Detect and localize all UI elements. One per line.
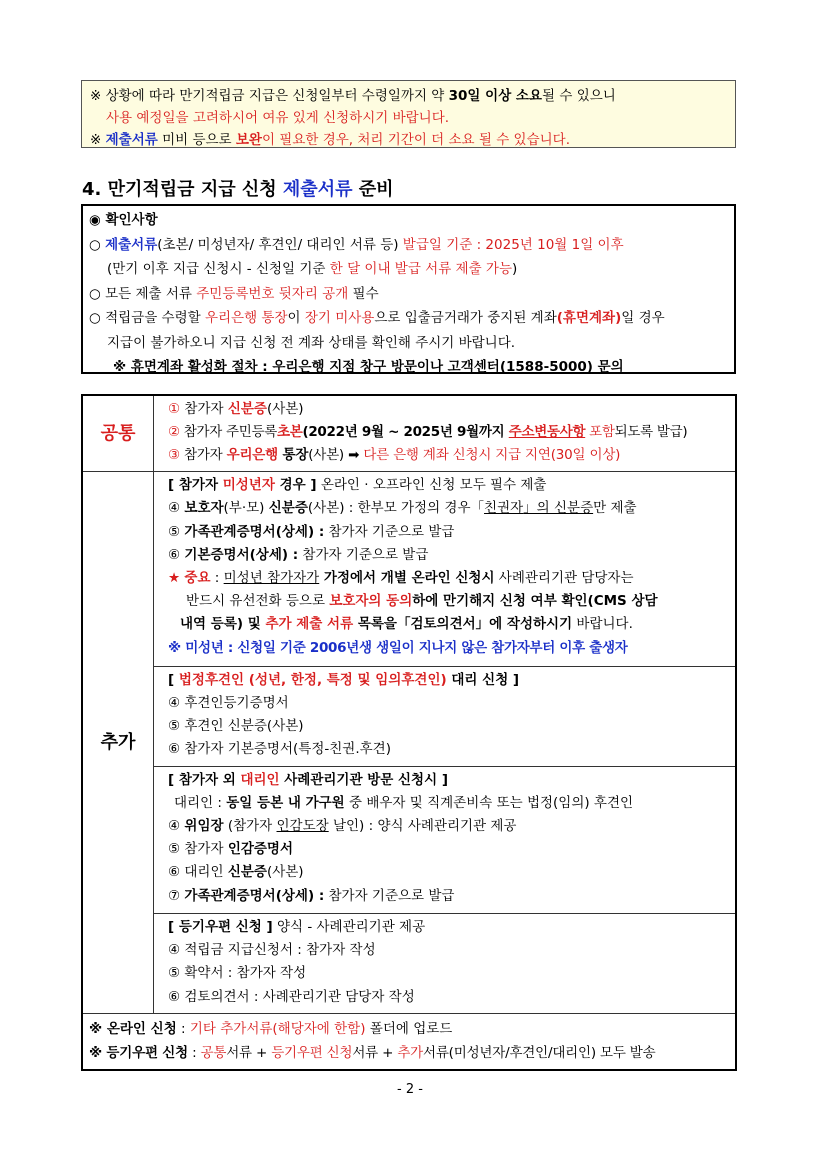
notice-line-1: ※ 상황에 따라 만기적립금 지급은 신청일부터 수령일까지 약 30일 이상 소요될 수 있으니: [90, 88, 616, 104]
circled-number-1: ①: [168, 401, 181, 417]
proxy-description: 대리인 : 동일 등본 내 가구원 중 배우자 및 직계존비속 또는 법정(임의) 후견인: [174, 794, 634, 811]
footer-online: ※ 온라인 신청 : 기타 추가서류(해당자에 한함) 폴더에 업로드: [89, 1020, 453, 1037]
common-label: 공통: [82, 395, 154, 472]
minor-item-4: ④ 보호자(부·모) 신분증(사본) : 한부모 가정의 경우「친권자」의 신분증만 제출: [168, 500, 637, 517]
common-item-2: ② 참가자 주민등록초본(2022년 9월 ~ 2025년 9월까지 주소변동사항 포함되도록 발급): [168, 424, 688, 441]
common-row: [82, 395, 736, 472]
guardian-section: [154, 666, 737, 766]
extra-label: 추가: [82, 472, 154, 1014]
notice-box: [81, 80, 736, 148]
proxy-item-5: ⑤ 참가자 인감증명서: [168, 841, 294, 858]
footer-row: [82, 1013, 736, 1070]
mail-item-5: ⑤ 확약서 : 참가자 작성: [168, 965, 307, 982]
minor-section: [154, 472, 737, 667]
guardian-header: [ 법정후견인 (성년, 한정, 특정 및 임의후견인) 대리 신청 ]: [168, 671, 520, 688]
extra-mail-row: [82, 913, 736, 1013]
minor-item-6: ⑥ 기본증명서(상세) : 참가자 기준으로 발급: [168, 546, 429, 563]
proxy-item-4: ④ 위임장 (참가자 인감도장 날인) : 양식 사례관리기관 제공: [168, 818, 517, 835]
mail-section: [154, 913, 737, 1013]
section-title: 4. 만기적립금 지급 신청 제출서류 준비: [82, 179, 394, 200]
circled-number-3: ③: [168, 447, 180, 464]
check-line-4: ○ 적립금을 수령할 우리은행 통장이 장기 미사용으로 입출금거래가 중지된 계좌(휴면계좌)일 경우: [89, 310, 665, 326]
guardian-item-5: ⑤ 후견인 신분증(사본): [168, 718, 304, 735]
common-item-1: ① 참가자 신분증(사본): [168, 401, 304, 417]
proxy-header: [ 참가자 외 대리인 사례관리기관 방문 신청시 ]: [168, 771, 448, 788]
minor-important-1: ★ 중요 : 미성년 참가자가 가정에서 개별 온라인 신청시 사례관리기관 담당자는: [168, 570, 634, 586]
star-icon: ★: [168, 570, 185, 586]
mail-item-6: ⑥ 검토의견서 : 사례관리기관 담당자 작성: [168, 988, 415, 1005]
proxy-section: [154, 766, 737, 913]
minor-header: [ 참가자 미성년자 경우 ] 온라인 · 오프라인 신청 모두 필수 제출: [168, 477, 547, 494]
common-items: [154, 395, 737, 472]
mail-header: [ 등기우편 신청 ] 양식 - 사례관리기관 제공: [168, 918, 426, 935]
proxy-item-6: ⑥ 대리인 신분증(사본): [168, 864, 304, 881]
minor-important-2: 반드시 유선전화 등으로 보호자의 동의하에 만기해지 신청 여부 확인(CMS 상담: [186, 593, 658, 610]
common-item-3: ③ 참가자 우리은행 통장(사본) ➡ 다른 은행 계좌 신청시 지급 지연(30일 이상): [168, 447, 621, 464]
extra-minor-row: [82, 472, 736, 667]
extra-guardian-row: [82, 666, 736, 766]
documents-table: [81, 394, 737, 1071]
notice-line-3: ※ 제출서류 미비 등으로 보완이 필요한 경우, 처리 기간이 더 소요 될 수 있습니다.: [90, 132, 570, 148]
check-line-2: (만기 이후 지급 신청시 - 신청일 기준 한 달 이내 발급 서류 제출 가능): [107, 261, 518, 277]
check-line-1: ○ 제출서류(초본/ 미성년자/ 후견인/ 대리인 서류 등) 발급일 기준 : 2025년 10월 1일 이후: [89, 236, 624, 253]
mail-item-4: ④ 적립금 지급신청서 : 참가자 작성: [168, 942, 376, 959]
extra-proxy-row: [82, 766, 736, 913]
check-items-box: [81, 204, 736, 374]
check-line-6: ※ 휴면계좌 활성화 절차 : 우리은행 지점 창구 방문이나 고객센터(1588-5000) 문의: [113, 359, 624, 375]
check-header: ◉ 확인사항: [89, 212, 158, 228]
minor-note: ※ 미성년 : 신청일 기준 2006년생 생일이 지나지 않은 참가자부터 이후 출생자: [168, 639, 628, 656]
footer-cell: [82, 1013, 736, 1070]
notice-line-2: 사용 예정일을 고려하시어 여유 있게 신청하시기 바랍니다.: [106, 110, 450, 126]
check-line-5: 지급이 불가하오니 지급 신청 전 계좌 상태를 확인해 주시기 바랍니다.: [107, 334, 516, 351]
page-number: - 2 -: [397, 1082, 423, 1097]
check-line-3: ○ 모든 제출 서류 주민등록번호 뒷자리 공개 필수: [89, 285, 379, 302]
proxy-item-7: ⑦ 가족관계증명서(상세) : 참가자 기준으로 발급: [168, 887, 455, 904]
guardian-item-4: ④ 후견인등기증명서: [168, 695, 289, 712]
footer-mail: ※ 등기우편 신청 : 공통서류 + 등기우편 신청서류 + 추가서류(미성년자/후견인/대리인) 모두 발송: [89, 1044, 656, 1061]
circled-number-2: ②: [168, 424, 180, 441]
minor-item-5: ⑤ 가족관계증명서(상세) : 참가자 기준으로 발급: [168, 523, 455, 540]
minor-important-3: 내역 등록) 및 추가 제출 서류 목록을「검토의견서」에 작성하시기 바랍니다.: [180, 616, 633, 633]
guardian-item-6: ⑥ 참가자 기본증명서(특정-친권.후견): [168, 741, 391, 758]
